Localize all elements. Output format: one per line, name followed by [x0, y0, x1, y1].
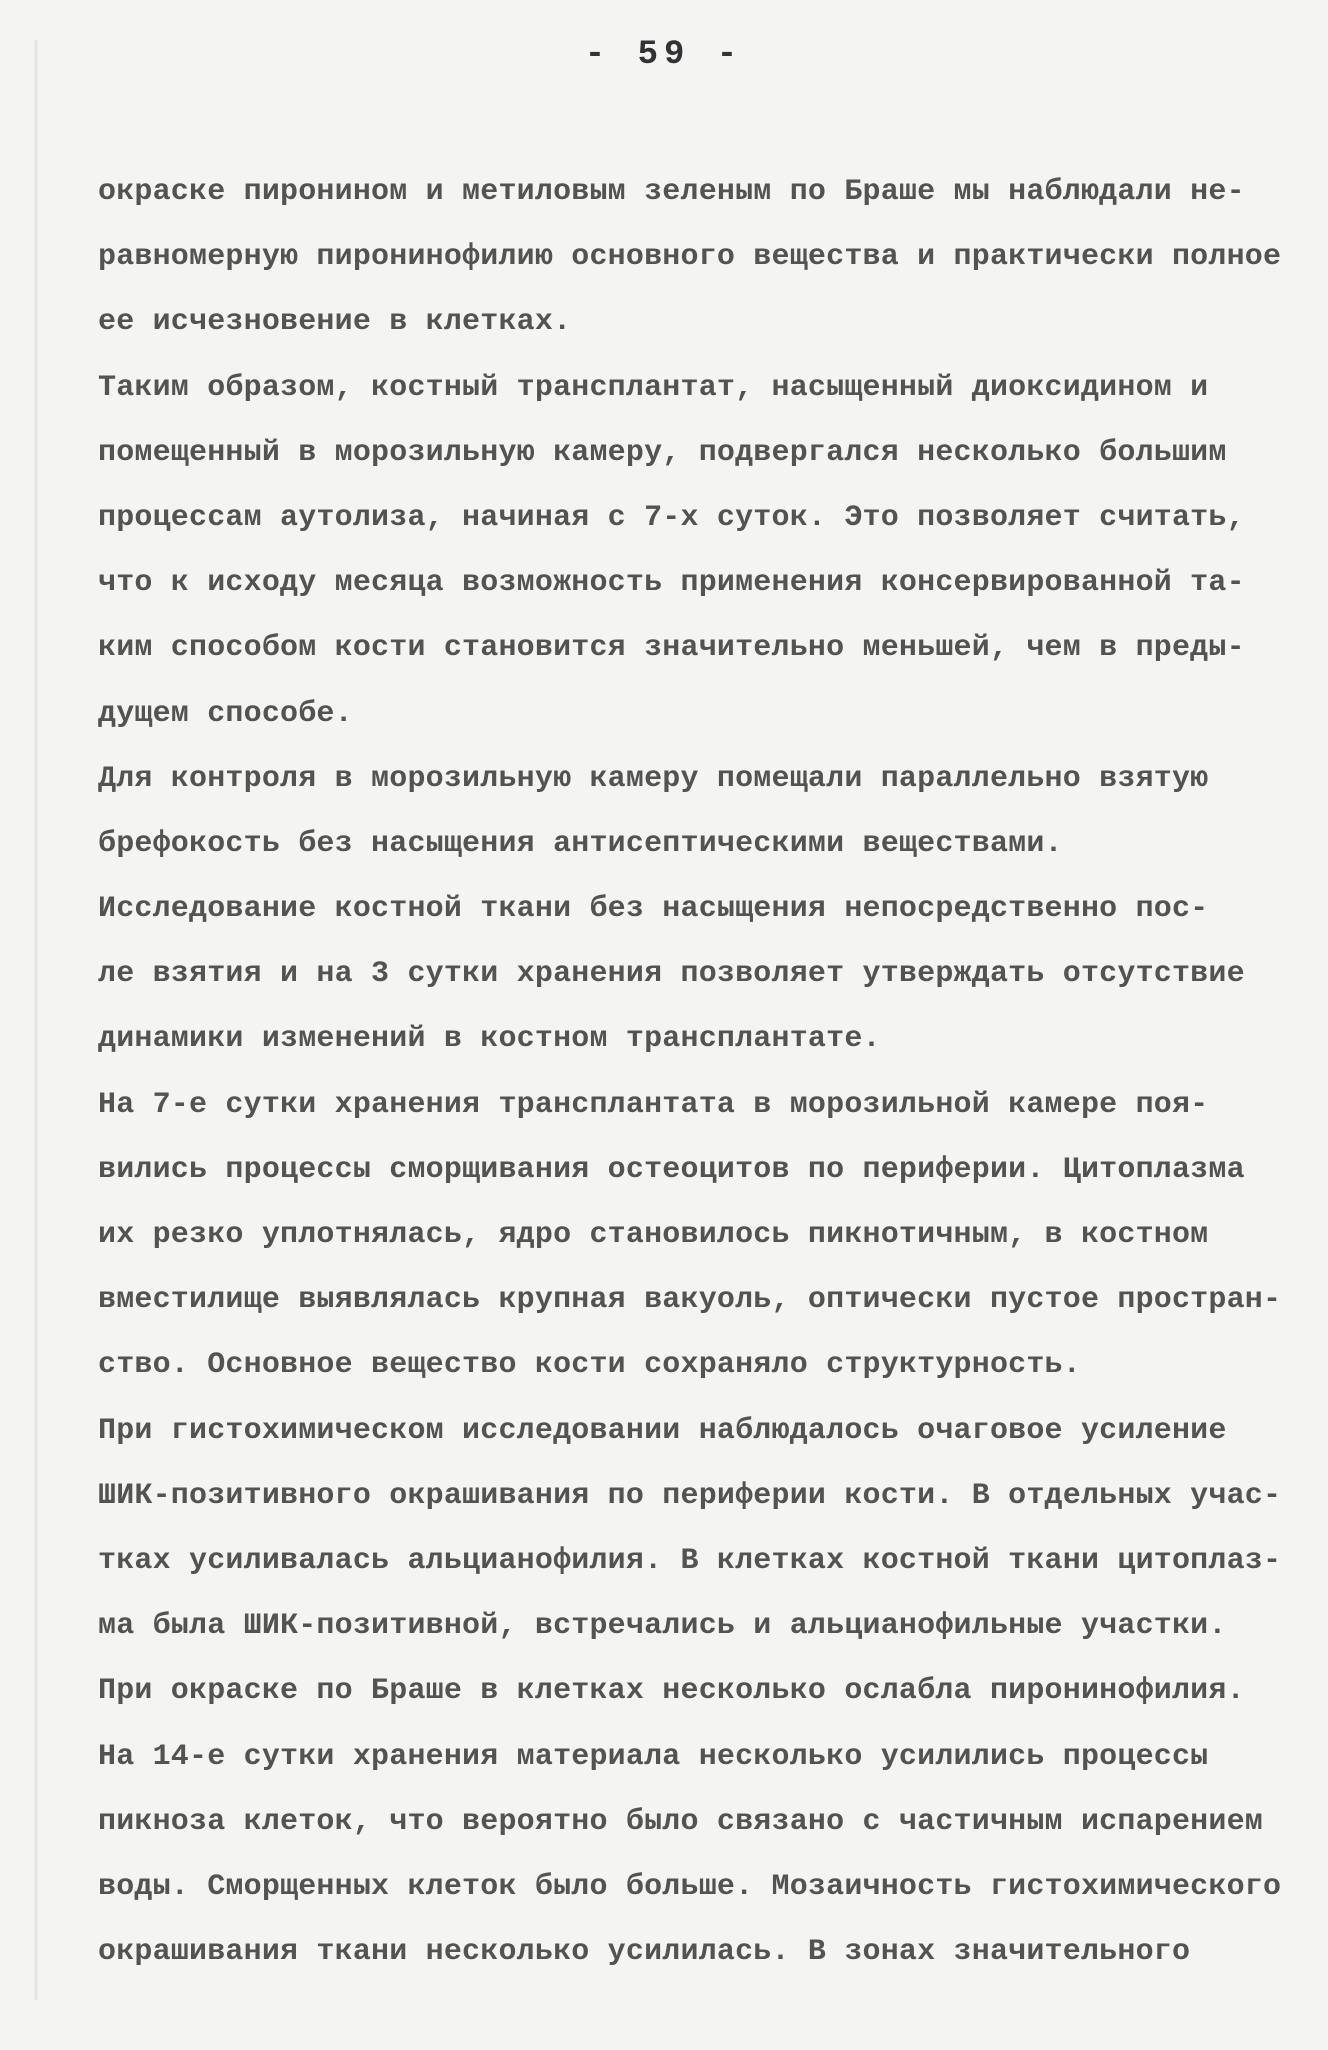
page-number: - 59 - [584, 36, 744, 74]
text-line: ее исчезновение в клетках. [98, 305, 572, 340]
text-line: их резко уплотнялась, ядро становилось пикнотичным, в костном [98, 1218, 1209, 1252]
text-line: На 7-е сутки хранения трансплантата в морозильной камере поя- [98, 1087, 1209, 1122]
text-line: дущем способе. [98, 696, 353, 731]
text-line: ким способом кости становится значительно меньшей, чем в преды- [98, 631, 1245, 666]
text-line: ле взятия и на 3 сутки хранения позволяет утверждать отсутствие [98, 957, 1245, 992]
text-line: На 14-е сутки хранения материала несколько усилились процессы [98, 1739, 1209, 1774]
text-line: окраске пиронином и метиловым зеленым по Браше мы наблюдали не- [98, 175, 1245, 209]
text-line: вились процессы сморщивания остеоцитов по периферии. Цитоплазма [98, 1152, 1245, 1187]
text-line: окрашивания ткани несколько усилилась. В зонах значительного [98, 1935, 1191, 1970]
text-line: воды. Сморщенных клеток было больше. Мозаичность гистохимического [98, 1869, 1282, 1904]
page-edge-shadow [34, 40, 38, 2000]
text-line: Для контроля в морозильную камеру помещали параллельно взятую [98, 761, 1209, 796]
text-line: ма была ШИК-позитивной, встречались и альцианофильные участки. [98, 1609, 1227, 1644]
text-line: помещенный в морозильную камеру, подвергался несколько большим [98, 435, 1227, 470]
text-line: ШИК-позитивного окрашивания по периферии кости. В отдельных учас- [98, 1478, 1282, 1513]
text-line: пикноза клеток, что вероятно было связано с частичным испарением [98, 1804, 1263, 1839]
text-line: равномерную пиронинофилию основного вещества и практически полное [98, 240, 1282, 275]
body-text [98, 160, 1282, 1985]
text-line: что к исходу месяца возможность применения консервированной та- [98, 566, 1245, 601]
text-line: При окраске по Браше в клетках несколько ослабла пиронинофилия. [98, 1674, 1245, 1709]
text-line: Исследование костной ткани без насыщения непосредственно пос- [98, 892, 1209, 927]
text-line: вместилище выявлялась крупная вакуоль, оптически пустое простран- [98, 1283, 1282, 1318]
text-line: тках усиливалась альцианофилия. В клетках костной ткани цитоплаз- [98, 1543, 1282, 1578]
text-line: динамики изменений в костном трансплантате. [98, 1022, 881, 1057]
text-line: При гистохимическом исследовании наблюдалось очаговое усиление [98, 1413, 1227, 1448]
text-line: ство. Основное вещество кости сохраняло структурность. [98, 1348, 1081, 1383]
text-line: процессам аутолиза, начиная с 7-х суток. Это позволяет считать, [98, 500, 1245, 535]
text-line: Таким образом, костный трансплантат, насыщенный диоксидином и [98, 370, 1209, 405]
text-line: брефокость без насыщения антисептическими веществами. [98, 826, 1063, 861]
